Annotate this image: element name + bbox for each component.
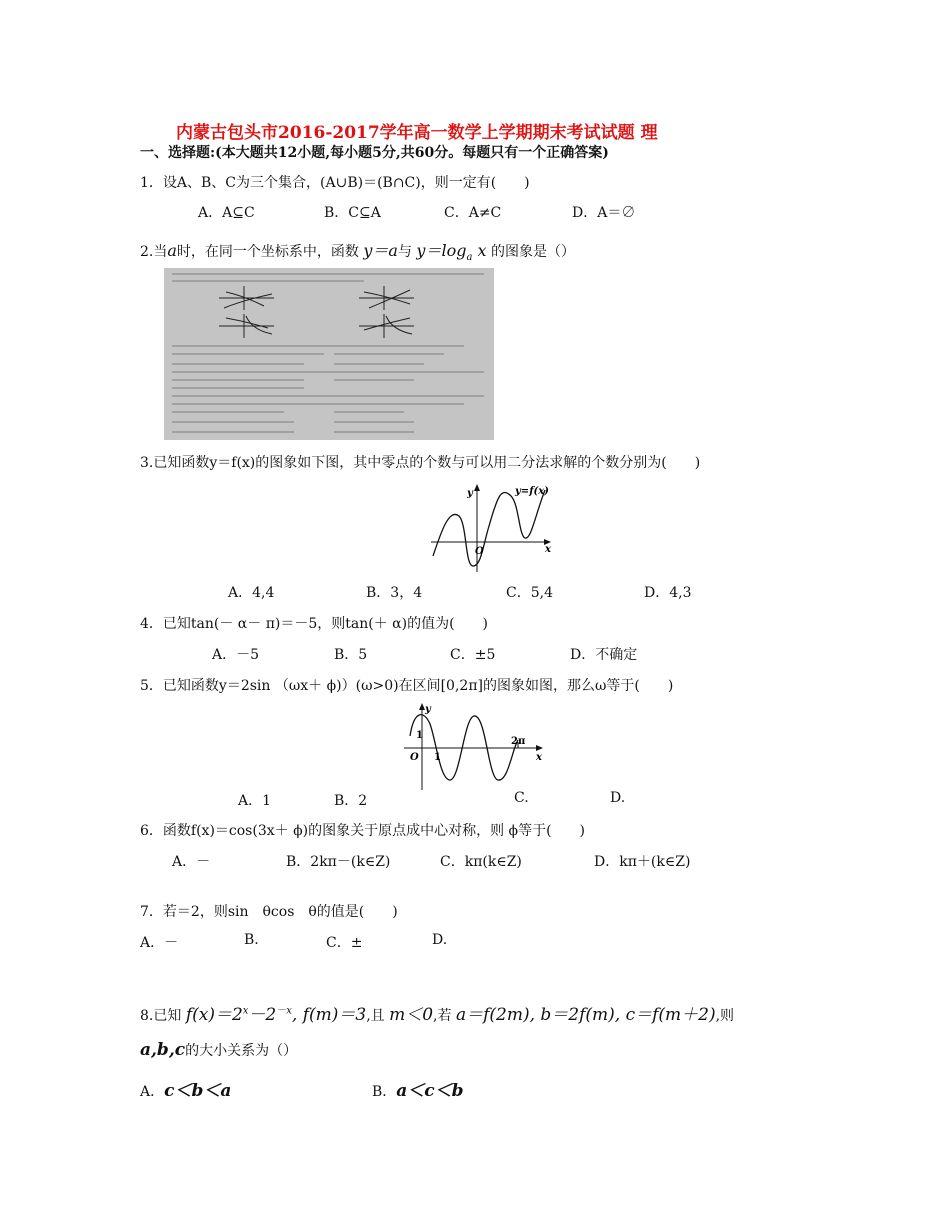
q8-option-b: B．a＜c＜b <box>372 1081 464 1101</box>
q6-option-b: B．2kπ－(k∈Z) <box>286 854 391 870</box>
q2-function-1: y＝a <box>363 241 398 260</box>
q8-abc-definition: a＝f(2m), b＝2f(m), c＝f(m＋2) <box>455 1005 716 1025</box>
q5-option-a: A．1 <box>238 793 272 809</box>
q3-option-a: A．4,4 <box>228 585 275 601</box>
question-8-stem-line2: a,b,c的大小关系为（） <box>140 1040 298 1060</box>
q7-option-d: D. <box>432 932 448 948</box>
q3-function-graph <box>425 476 565 576</box>
q8-vars: a,b,c <box>140 1040 186 1060</box>
question-4-stem: 4．已知tan(－ α－ π)＝－5，则tan(＋ α)的值为( ) <box>140 616 489 632</box>
q5-axis-x-label: x <box>536 752 542 763</box>
question-5-stem: 5．已知函数y＝2sin （ωx＋ ϕ)）(ω>0)在区间[0,2π]的图象如图，那么ω等于( ) <box>140 678 674 694</box>
q5-option-b: B．2 <box>334 793 368 809</box>
question-2-stem: 2.当a时，在同一个坐标系中，函数 y＝a与 $y=\log_a$ x 的图象是（） <box>140 241 575 264</box>
q2-symbol-a: a <box>167 241 177 260</box>
q2-function-2: $y=\log_a$ x <box>416 241 487 264</box>
page-title: 内蒙古包头市2016-2017学年高一数学上学期期末考试试题 理 <box>176 123 658 143</box>
q6-option-a: A．－ <box>172 854 211 870</box>
q5-tick-x-one: 1 <box>434 752 441 763</box>
q3-option-b: B．3，4 <box>366 585 423 601</box>
q1-option-a: A．A⊆C <box>198 205 255 221</box>
q3-axis-x-label: x <box>545 544 551 555</box>
section-heading: 一、选择题:(本大题共12小题,每小题5分,共60分。每题只有一个正确答案) <box>140 145 609 161</box>
q4-option-b: B．5 <box>334 647 368 663</box>
q2-scanned-graphs-image <box>164 268 494 440</box>
q7-option-a: A．－ <box>140 935 179 951</box>
q7-option-b: B. <box>244 932 259 948</box>
q6-option-c: C．kπ(k∈Z) <box>440 854 522 870</box>
q7-option-c: C．± <box>326 935 363 951</box>
q5-sine-graph <box>398 700 548 792</box>
q8-condition: m＜0 <box>389 1005 434 1025</box>
q5-origin-label: O <box>410 752 419 763</box>
q1-option-b: B．C⊆A <box>324 205 381 221</box>
q5-tick-y-one: 1 <box>416 730 423 741</box>
q3-option-c: C．5,4 <box>506 585 553 601</box>
q5-axis-y-label: y <box>425 704 431 715</box>
q3-graph-label: y=f(x) <box>515 486 549 497</box>
q8-option-a: A．c＜b＜a <box>140 1081 232 1101</box>
q1-option-c: C．A≠C <box>444 205 502 221</box>
q1-option-d: D．A＝∅ <box>572 205 636 221</box>
q5-option-d: D. <box>610 790 626 806</box>
q4-option-a: A．－5 <box>212 647 260 663</box>
q4-option-d: D．不确定 <box>570 647 638 663</box>
question-1-stem: 1．设A、B、C为三个集合，(A∪B)＝(B∩C)，则一定有( ) <box>140 175 530 191</box>
question-7-stem: 7．若＝2，则sin θcos θ的值是( ) <box>140 904 398 920</box>
q6-option-d: D．kπ＋(k∈Z) <box>594 854 691 870</box>
question-8-stem: 8.已知 $f(x)=2^x-2^{-x}$, f(m)＝3,且 m＜0,若 a＝f(2m), b＝2f(m), c＝f(m＋2),则 <box>140 1005 735 1025</box>
q3-option-d: D．4,3 <box>644 585 692 601</box>
question-3-stem: 3.已知函数y＝f(x)的图象如下图，其中零点的个数与可以用二分法求解的个数分别为( ) <box>140 455 701 471</box>
q3-axis-y-label: y <box>467 488 473 499</box>
q4-option-c: C．±5 <box>450 647 496 663</box>
q8-function-definition: $f(x)=2^x-2^{-x}$, f(m)＝3 <box>185 1005 367 1025</box>
q3-origin-label: O <box>475 546 484 557</box>
q5-option-c: C. <box>514 790 529 806</box>
q5-tick-2pi: 2π <box>511 736 526 747</box>
question-6-stem: 6．函数f(x)＝cos(3x＋ ϕ)的图象关于原点成中心对称，则 ϕ等于( ) <box>140 823 585 839</box>
